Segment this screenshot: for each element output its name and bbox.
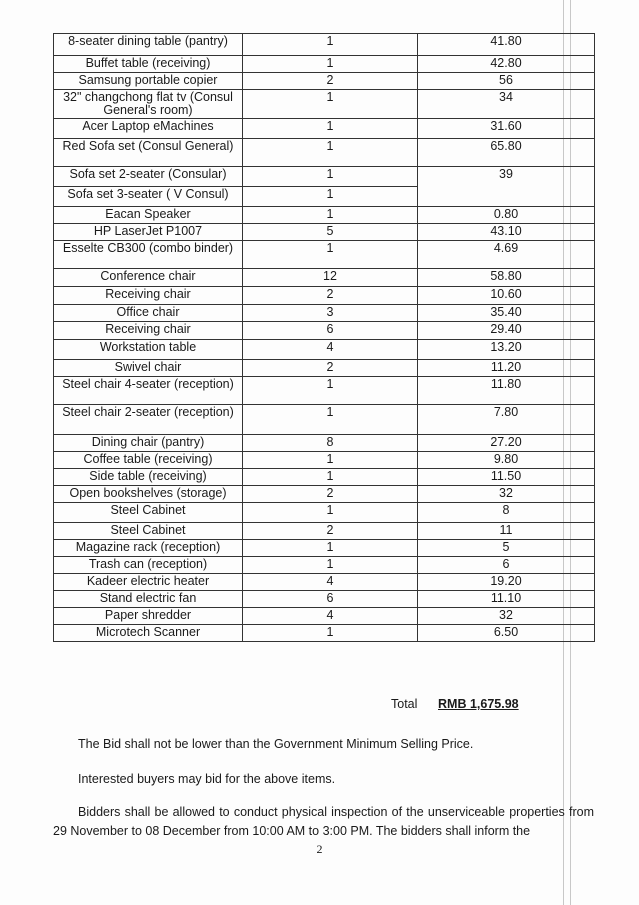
table-row xyxy=(54,452,595,469)
item-name-cell: Swivel chair xyxy=(54,360,243,377)
quantity-cell: 1 xyxy=(243,241,418,269)
quantity-cell: 1 xyxy=(243,119,418,139)
quantity-cell: 1 xyxy=(243,207,418,224)
table-row xyxy=(54,523,595,540)
table-row xyxy=(54,287,595,305)
price-cell: 19.20 xyxy=(418,574,595,591)
table-row xyxy=(54,56,595,73)
item-name-cell: Receiving chair xyxy=(54,287,243,305)
table-row xyxy=(54,503,595,523)
price-cell: 34 xyxy=(418,90,595,119)
paragraph-inspection: Bidders shall be allowed to conduct physical inspection of the unserviceable properties from 29 November to 08 December from 10:00 AM to 3:00 PM. The bidders shall inform the xyxy=(53,805,594,838)
item-name-cell: Side table (receiving) xyxy=(54,469,243,486)
table-row xyxy=(54,557,595,574)
price-cell: 6 xyxy=(418,557,595,574)
item-name-cell: 32" changchong flat tv (Consul General's room) xyxy=(54,90,243,119)
item-name-cell: Esselte CB300 (combo binder) xyxy=(54,241,243,269)
table-row xyxy=(54,119,595,139)
quantity-cell: 1 xyxy=(243,557,418,574)
item-name-cell: Coffee table (receiving) xyxy=(54,452,243,469)
table-row xyxy=(54,207,595,224)
price-cell: 32 xyxy=(418,608,595,625)
quantity-cell: 2 xyxy=(243,360,418,377)
item-name-cell: Workstation table xyxy=(54,340,243,360)
price-cell: 11 xyxy=(418,523,595,540)
quantity-cell: 6 xyxy=(243,322,418,340)
table-row xyxy=(54,540,595,557)
price-cell: 11.80 xyxy=(418,377,595,405)
quantity-cell: 1 xyxy=(243,405,418,435)
item-name-cell: Red Sofa set (Consul General) xyxy=(54,139,243,167)
table-row xyxy=(54,305,595,322)
price-cell: 35.40 xyxy=(418,305,595,322)
price-cell: 31.60 xyxy=(418,119,595,139)
inventory-table xyxy=(53,33,595,642)
quantity-cell: 2 xyxy=(243,73,418,90)
quantity-cell: 1 xyxy=(243,469,418,486)
quantity-cell: 1 xyxy=(243,139,418,167)
price-cell: 6.50 xyxy=(418,625,595,642)
quantity-cell: 3 xyxy=(243,305,418,322)
quantity-cell: 6 xyxy=(243,591,418,608)
table-row xyxy=(54,90,595,119)
price-cell: 8 xyxy=(418,503,595,523)
price-cell: 32 xyxy=(418,486,595,503)
item-name-cell: Eacan Speaker xyxy=(54,207,243,224)
item-name-cell: Paper shredder xyxy=(54,608,243,625)
item-name-cell: Dining chair (pantry) xyxy=(54,435,243,452)
quantity-cell: 1 xyxy=(243,377,418,405)
price-cell: 7.80 xyxy=(418,405,595,435)
table-row xyxy=(54,377,595,405)
item-name-cell: Conference chair xyxy=(54,269,243,287)
table-row xyxy=(54,469,595,486)
table-row xyxy=(54,591,595,608)
table-row xyxy=(54,608,595,625)
table-row xyxy=(54,34,595,56)
table-row xyxy=(54,73,595,90)
quantity-cell: 1 xyxy=(243,167,418,187)
price-cell: 10.60 xyxy=(418,287,595,305)
quantity-cell: 1 xyxy=(243,187,418,207)
price-cell: 58.80 xyxy=(418,269,595,287)
total-label: Total xyxy=(391,697,418,711)
table-row xyxy=(54,574,595,591)
item-name-cell: Trash can (reception) xyxy=(54,557,243,574)
table-row xyxy=(54,625,595,642)
item-name-cell: Sofa set 2-seater (Consular) xyxy=(54,167,243,187)
price-cell: 5 xyxy=(418,540,595,557)
item-name-cell: Steel chair 2-seater (reception) xyxy=(54,405,243,435)
table-row xyxy=(54,435,595,452)
item-name-cell: 8-seater dining table (pantry) xyxy=(54,34,243,56)
quantity-cell: 2 xyxy=(243,287,418,305)
item-name-cell: Samsung portable copier xyxy=(54,73,243,90)
price-cell: 11.10 xyxy=(418,591,595,608)
price-cell: 43.10 xyxy=(418,224,595,241)
table-row xyxy=(54,139,595,167)
quantity-cell: 2 xyxy=(243,523,418,540)
price-cell: 41.80 xyxy=(418,34,595,56)
price-cell: 13.20 xyxy=(418,340,595,360)
paragraph-minimum-price: The Bid shall not be lower than the Government Minimum Selling Price. xyxy=(78,737,474,751)
item-name-cell: HP LaserJet P1007 xyxy=(54,224,243,241)
quantity-cell: 1 xyxy=(243,34,418,56)
table-row xyxy=(54,322,595,340)
price-cell: 11.50 xyxy=(418,469,595,486)
price-cell: 42.80 xyxy=(418,56,595,73)
table-row xyxy=(54,340,595,360)
price-cell: 27.20 xyxy=(418,435,595,452)
item-name-cell: Office chair xyxy=(54,305,243,322)
table-row xyxy=(54,360,595,377)
total-value: RMB 1,675.98 xyxy=(438,697,519,711)
table-row xyxy=(54,486,595,503)
item-name-cell: Microtech Scanner xyxy=(54,625,243,642)
item-name-cell: Steel Cabinet xyxy=(54,503,243,523)
price-cell: 29.40 xyxy=(418,322,595,340)
quantity-cell: 4 xyxy=(243,340,418,360)
price-cell: 0.80 xyxy=(418,207,595,224)
item-name-cell: Stand electric fan xyxy=(54,591,243,608)
price-cell: 65.80 xyxy=(418,139,595,167)
quantity-cell: 8 xyxy=(243,435,418,452)
quantity-cell: 1 xyxy=(243,625,418,642)
quantity-cell: 2 xyxy=(243,486,418,503)
item-name-cell: Buffet table (receiving) xyxy=(54,56,243,73)
quantity-cell: 12 xyxy=(243,269,418,287)
item-name-cell: Magazine rack (reception) xyxy=(54,540,243,557)
table-row xyxy=(54,405,595,435)
quantity-cell: 1 xyxy=(243,56,418,73)
item-name-cell: Acer Laptop eMachines xyxy=(54,119,243,139)
table-row xyxy=(54,241,595,269)
page-number: 2 xyxy=(316,842,323,856)
table-row xyxy=(54,167,595,187)
item-name-cell: Receiving chair xyxy=(54,322,243,340)
price-cell: 11.20 xyxy=(418,360,595,377)
table-row xyxy=(54,269,595,287)
item-name-cell: Steel chair 4-seater (reception) xyxy=(54,377,243,405)
price-cell: 56 xyxy=(418,73,595,90)
price-cell: 9.80 xyxy=(418,452,595,469)
price-cell: 39 xyxy=(418,167,595,207)
quantity-cell: 5 xyxy=(243,224,418,241)
table-row xyxy=(54,224,595,241)
item-name-cell: Steel Cabinet xyxy=(54,523,243,540)
item-name-cell: Kadeer electric heater xyxy=(54,574,243,591)
paragraph-interested-buyers: Interested buyers may bid for the above items. xyxy=(78,772,336,786)
quantity-cell: 1 xyxy=(243,90,418,119)
quantity-cell: 4 xyxy=(243,608,418,625)
quantity-cell: 1 xyxy=(243,540,418,557)
quantity-cell: 4 xyxy=(243,574,418,591)
item-name-cell: Open bookshelves (storage) xyxy=(54,486,243,503)
total-row xyxy=(53,697,594,713)
price-cell: 4.69 xyxy=(418,241,595,269)
item-name-cell: Sofa set 3-seater ( V Consul) xyxy=(54,187,243,207)
quantity-cell: 1 xyxy=(243,452,418,469)
quantity-cell: 1 xyxy=(243,503,418,523)
